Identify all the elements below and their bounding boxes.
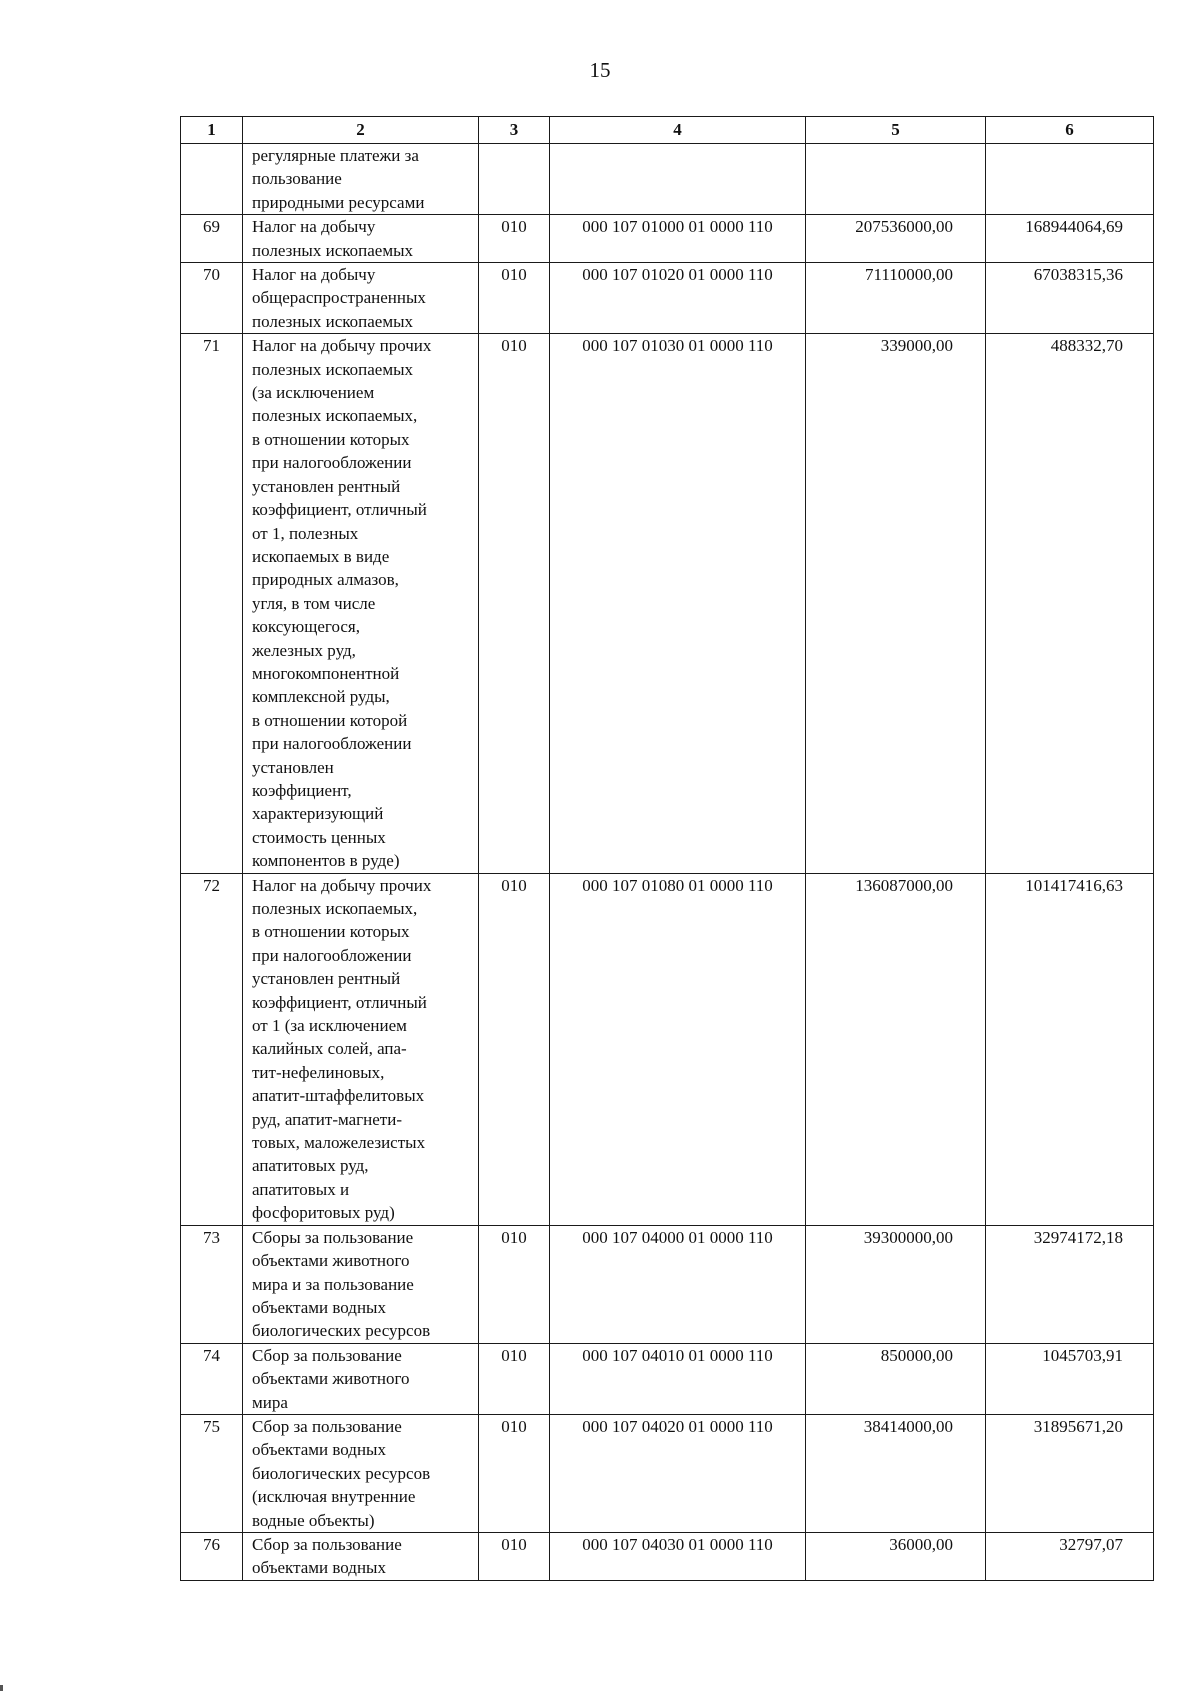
row-code-3: 010: [479, 215, 550, 263]
row-fact-amount: 31895671,20: [986, 1414, 1154, 1532]
row-plan-amount: 38414000,00: [806, 1414, 986, 1532]
revenue-table: [180, 116, 1154, 1581]
row-number: 76: [181, 1532, 243, 1580]
scan-mark: [0, 1685, 3, 1691]
header-row: [181, 117, 1154, 144]
row-plan-amount: 136087000,00: [806, 873, 986, 1225]
row-budget-code: 000 107 04030 01 0000 110: [550, 1532, 806, 1580]
row-code-3: 010: [479, 1343, 550, 1414]
header-col-4: 4: [550, 117, 806, 144]
row-code-3: 010: [479, 1414, 550, 1532]
row-name: Сбор за пользование объектами животного мира: [243, 1343, 479, 1414]
header-col-6: 6: [986, 117, 1154, 144]
row-budget-code: 000 107 04010 01 0000 110: [550, 1343, 806, 1414]
page-number: 15: [589, 58, 611, 82]
table-row: [181, 1225, 1154, 1343]
row-plan-amount: 207536000,00: [806, 215, 986, 263]
table-row: [181, 1343, 1154, 1414]
row-number: [181, 144, 243, 215]
row-fact-amount: 32797,07: [986, 1532, 1154, 1580]
row-name: Сборы за пользование объектами животного мира и за пользование объектами водных биологических ресурсов: [243, 1225, 479, 1343]
row-fact-amount: 168944064,69: [986, 215, 1154, 263]
row-budget-code: 000 107 01020 01 0000 110: [550, 263, 806, 334]
row-number: 75: [181, 1414, 243, 1532]
row-budget-code: 000 107 04000 01 0000 110: [550, 1225, 806, 1343]
row-code-3: 010: [479, 1225, 550, 1343]
row-fact-amount: 101417416,63: [986, 873, 1154, 1225]
row-fact-amount: 488332,70: [986, 334, 1154, 873]
row-plan-amount: [806, 144, 986, 215]
row-number: 73: [181, 1225, 243, 1343]
row-number: 70: [181, 263, 243, 334]
row-fact-amount: 67038315,36: [986, 263, 1154, 334]
row-number: 72: [181, 873, 243, 1225]
header-col-3: 3: [479, 117, 550, 144]
row-budget-code: [550, 144, 806, 215]
row-number: 69: [181, 215, 243, 263]
table-row: [181, 873, 1154, 1225]
row-plan-amount: 339000,00: [806, 334, 986, 873]
row-name: Сбор за пользование объектами водных биологических ресурсов (исключая внутренние водные объекты): [243, 1414, 479, 1532]
row-code-3: [479, 144, 550, 215]
row-plan-amount: 850000,00: [806, 1343, 986, 1414]
row-budget-code: 000 107 01080 01 0000 110: [550, 873, 806, 1225]
row-name: Сбор за пользование объектами водных: [243, 1532, 479, 1580]
row-fact-amount: [986, 144, 1154, 215]
row-name: регулярные платежи за пользование природными ресурсами: [243, 144, 479, 215]
row-budget-code: 000 107 01000 01 0000 110: [550, 215, 806, 263]
table-row: [181, 1532, 1154, 1580]
row-plan-amount: 39300000,00: [806, 1225, 986, 1343]
row-name: Налог на добычу общераспространенных полезных ископаемых: [243, 263, 479, 334]
table-row: [181, 144, 1154, 215]
row-budget-code: 000 107 04020 01 0000 110: [550, 1414, 806, 1532]
row-code-3: 010: [479, 334, 550, 873]
row-name: Налог на добычу прочих полезных ископаемых (за исключением полезных ископаемых, в отношении которых при налогообложении установлен рентный коэффициент, отличный от 1, полезных ископаемых в виде природных алмазов, угля, в том числе коксующегося, железных руд, многокомпонентной комплексной руды, в отношении которой при налогообложении установлен коэффициент, характеризующий стоимость ценных компонентов в руде): [243, 334, 479, 873]
row-budget-code: 000 107 01030 01 0000 110: [550, 334, 806, 873]
table-row: [181, 215, 1154, 263]
table-row: [181, 334, 1154, 873]
row-code-3: 010: [479, 263, 550, 334]
row-plan-amount: 36000,00: [806, 1532, 986, 1580]
table-row: [181, 1414, 1154, 1532]
header-col-2: 2: [243, 117, 479, 144]
row-name: Налог на добычу прочих полезных ископаемых, в отношении которых при налогообложении установлен рентный коэффициент, отличный от 1 (за исключением калийных солей, апа- тит-нефелиновых, апатит-штаффелитовых руд, апатит-магнети- товых, маложелезистых апатитовых руд, апатитовых и фосфоритовых руд): [243, 873, 479, 1225]
row-code-3: 010: [479, 1532, 550, 1580]
row-fact-amount: 32974172,18: [986, 1225, 1154, 1343]
row-code-3: 010: [479, 873, 550, 1225]
row-number: 74: [181, 1343, 243, 1414]
header-col-5: 5: [806, 117, 986, 144]
row-number: 71: [181, 334, 243, 873]
row-name: Налог на добычу полезных ископаемых: [243, 215, 479, 263]
header-col-1: 1: [181, 117, 243, 144]
row-fact-amount: 1045703,91: [986, 1343, 1154, 1414]
table-row: [181, 263, 1154, 334]
row-plan-amount: 71110000,00: [806, 263, 986, 334]
